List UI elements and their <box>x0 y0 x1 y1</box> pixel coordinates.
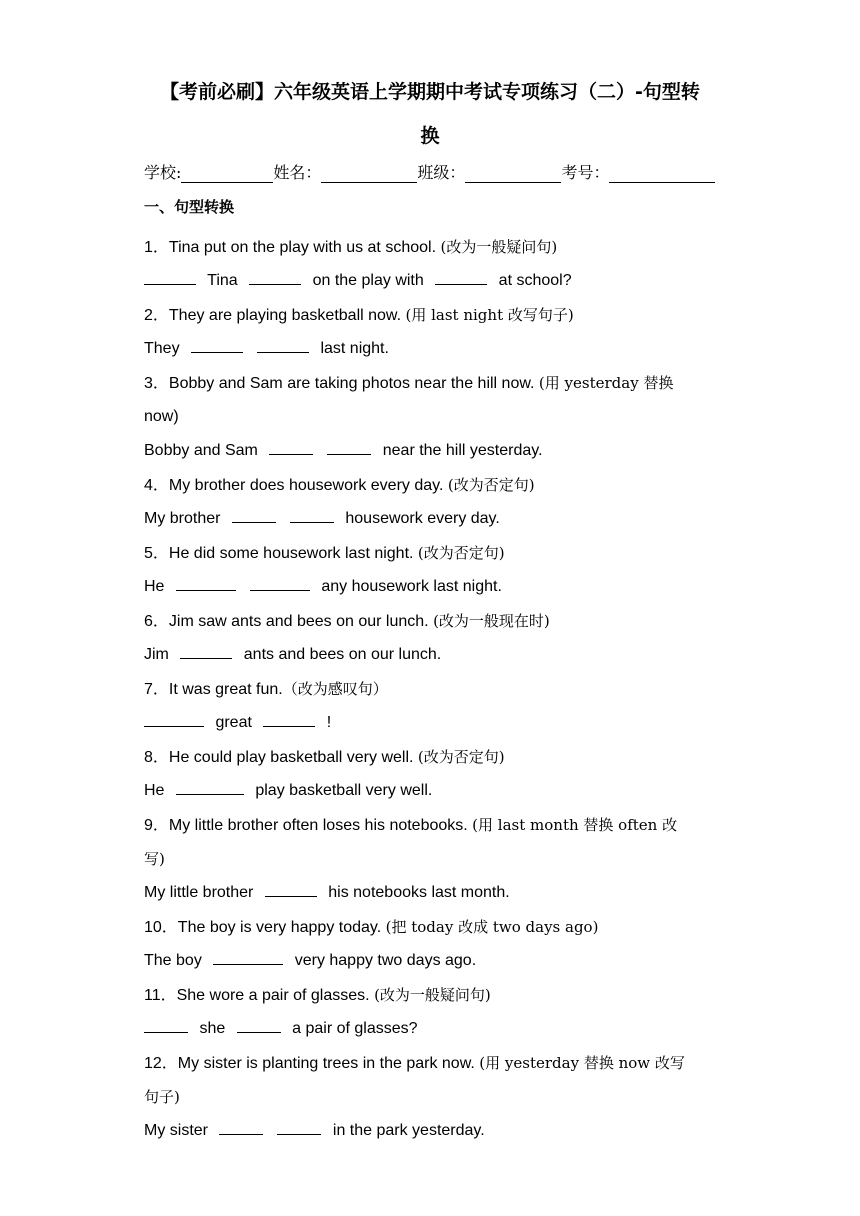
answer-blank[interactable] <box>265 878 317 897</box>
answer-blank[interactable] <box>250 572 310 591</box>
answer-blank[interactable] <box>144 1014 188 1033</box>
answer-12: My sister in the park yesterday. <box>144 1114 719 1148</box>
question-5: 5．He did some housework last night. (改为否定句) <box>144 544 505 562</box>
answer-blank[interactable] <box>191 334 243 353</box>
answer-blank[interactable] <box>237 1014 281 1033</box>
number-blank[interactable] <box>609 164 715 183</box>
class-label: 班级： <box>417 163 466 182</box>
answer-blank[interactable] <box>435 266 487 285</box>
question-6: 6．Jim saw ants and bees on our lunch. (改为一般现在时) <box>144 612 550 630</box>
number-label: 考号： <box>561 163 610 182</box>
section-heading: 一、句型转换 <box>144 198 235 216</box>
question-2: 2．They are playing basketball now. (用 last night 改写句子) <box>144 306 574 324</box>
answer-blank[interactable] <box>257 334 309 353</box>
answer-blank[interactable] <box>269 436 313 455</box>
answer-blank[interactable] <box>176 572 236 591</box>
question-list <box>144 230 719 1148</box>
name-blank[interactable] <box>321 164 417 183</box>
answer-1: Tina on the play with at school? <box>144 264 719 298</box>
answer-8: He play basketball very well. <box>144 774 719 808</box>
answer-blank[interactable] <box>176 776 244 795</box>
question-10: 10．The boy is very happy today. (把 today 改成 two days ago) <box>144 918 599 936</box>
question-9: 9．My little brother often loses his notebooks. (用 last month 替换 often 改 <box>144 816 678 834</box>
answer-blank[interactable] <box>232 504 276 523</box>
school-label: 学校: <box>144 163 182 182</box>
answer-11: she a pair of glasses? <box>144 1012 719 1046</box>
answer-blank[interactable] <box>277 1116 321 1135</box>
class-blank[interactable] <box>465 164 561 183</box>
question-1: 1．Tina put on the play with us at school. (改为一般疑问句) <box>144 238 558 256</box>
title-line-2: 换 <box>420 125 440 147</box>
answer-blank[interactable] <box>219 1116 263 1135</box>
answer-10: The boy very happy two days ago. <box>144 944 719 978</box>
question-4: 4．My brother does housework every day. (改为否定句) <box>144 476 535 494</box>
question-8: 8．He could play basketball very well. (改为否定句) <box>144 748 505 766</box>
answer-blank[interactable] <box>144 266 196 285</box>
answer-3: Bobby and Sam near the hill yesterday. <box>144 434 719 468</box>
answer-blank[interactable] <box>263 708 315 727</box>
answer-9: My little brother his notebooks last month. <box>144 876 719 910</box>
answer-blank[interactable] <box>213 946 283 965</box>
answer-blank[interactable] <box>290 504 334 523</box>
question-7: 7．It was great fun.（改为感叹句） <box>144 680 388 698</box>
answer-5: He any housework last night. <box>144 570 719 604</box>
school-blank[interactable] <box>181 164 273 183</box>
question-9-wrap: 写) <box>144 850 165 868</box>
question-12: 12．My sister is planting trees in the park now. (用 yesterday 替换 now 改写 <box>144 1054 685 1072</box>
question-3-wrap: now) <box>144 408 179 425</box>
page-title <box>0 70 860 158</box>
answer-blank[interactable] <box>327 436 371 455</box>
question-11: 11．She wore a pair of glasses. (改为一般疑问句) <box>144 986 491 1004</box>
answer-7: great ! <box>144 706 719 740</box>
question-3: 3．Bobby and Sam are taking photos near the hill now. (用 yesterday 替换 <box>144 374 674 392</box>
student-info-row <box>144 160 716 183</box>
answer-2: They last night. <box>144 332 719 366</box>
answer-blank[interactable] <box>180 640 232 659</box>
question-12-wrap: 句子) <box>144 1088 180 1106</box>
answer-4: My brother housework every day. <box>144 502 719 536</box>
answer-blank[interactable] <box>249 266 301 285</box>
title-line-1: 【考前必刷】六年级英语上学期期中考试专项练习（二）-句型转 <box>160 81 700 103</box>
answer-blank[interactable] <box>144 708 204 727</box>
answer-6: Jim ants and bees on our lunch. <box>144 638 719 672</box>
name-label: 姓名： <box>273 163 322 182</box>
